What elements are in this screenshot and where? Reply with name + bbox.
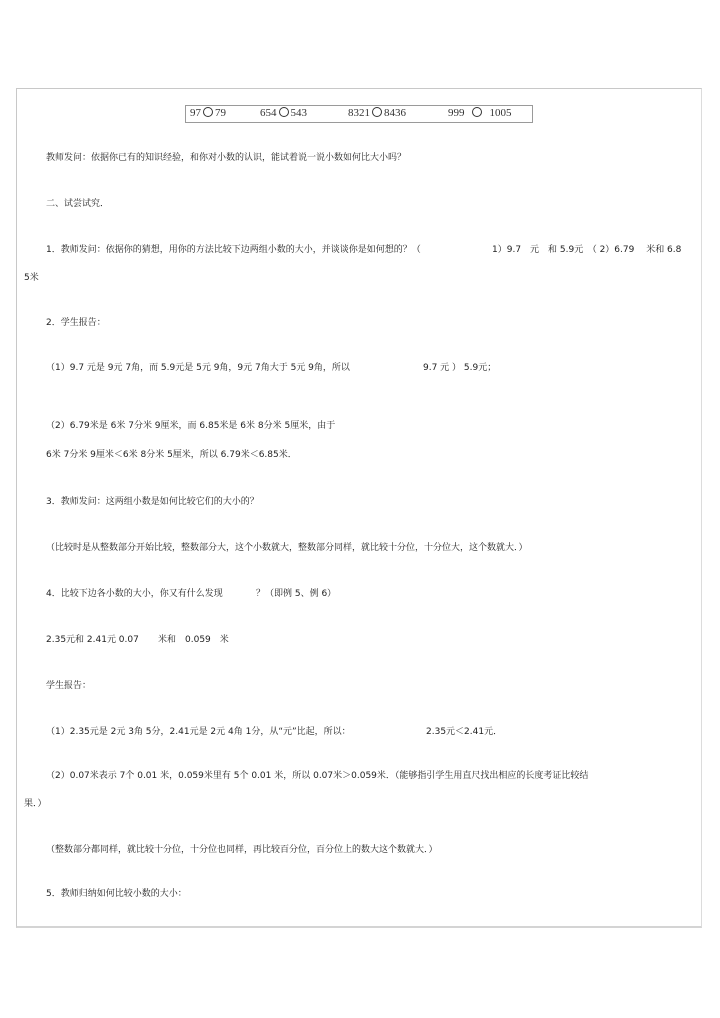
comparison-circle-icon	[279, 107, 289, 117]
comparison-circle-icon	[372, 107, 382, 117]
report-4-2-text: （2）0.07米表示 7个 0.01 米，0.059米里有 5个 0.01 米，所以 0.07米＞0.059米．（能够指引学生用直尺找出相应的长度考证比较结	[46, 771, 589, 781]
report-2-conclusion: 6米 7分米 9厘米＜6米 8分米 5厘米，所以 6.79米＜6.85米．	[46, 450, 297, 460]
item-4-question: 4．比较下边各小数的大小，你又有什么发现	[46, 589, 223, 599]
number: 999	[448, 107, 465, 119]
report-1-text: （1）9.7 元是 9元 7角，而 5.9元是 5元 9角，9元 7角大于 5元 9角，所以	[46, 363, 350, 373]
report-4-2-continuation: 果．）	[24, 799, 47, 809]
number-comparison-box	[185, 105, 533, 123]
number: 8321	[348, 107, 370, 119]
page-frame	[16, 88, 702, 928]
comparison-circle-icon	[203, 107, 213, 117]
item-1-continuation: 5米	[24, 273, 39, 283]
number: 8436	[384, 107, 406, 119]
comparison-pair-2	[260, 107, 307, 119]
item-2-heading: 2．学生报告：	[46, 318, 106, 328]
report-1-conclusion: 9.7 元 ） 5.9元；	[423, 363, 497, 373]
number: 79	[215, 107, 226, 119]
item-1-text: 1．教师发问：依据你的猜想，用你的方法比较下边两组小数的大小，并谈谈你是如何想的？（	[46, 245, 421, 255]
item-4-example-money: 2.35元和 2.41元 0.07	[46, 635, 139, 645]
comparison-pair-3	[348, 107, 406, 119]
section-heading-2: 二、试尝试究．	[46, 199, 110, 209]
comparison-circle-icon	[472, 107, 482, 117]
comparison-pair-4	[448, 107, 512, 119]
item-4-example-length: 米和 0.059 米	[158, 635, 229, 645]
comparison-pair-1	[190, 107, 226, 119]
item-4-reference: ？（即例 5、例 6）	[256, 589, 337, 599]
number: 97	[190, 107, 201, 119]
student-report-heading: 学生报告：	[46, 681, 92, 691]
item-1-options: 1）9.7 元 和 5.9元 （ 2）6.79 米和 6.8	[492, 245, 682, 255]
item-3-question: 3．教师发问：这两组小数是如何比较它们的大小的？	[46, 497, 259, 507]
item-3-answer: （比较时是从整数部分开始比较，整数部分大，这个小数就大，整数部分同样，就比较十分位，十分位大，这个数就大．）	[46, 543, 528, 553]
number: 543	[290, 107, 307, 119]
teacher-question-1: 教师发问：依据你已有的知识经验，和你对小数的认识，能试着说一说小数如何比大小吗？	[46, 153, 407, 163]
report-4-note: （整数部分都同样，就比较十分位，十分位也同样，再比较百分位，百分位上的数大这个数就大．）	[46, 845, 438, 855]
report-4-1-text: （1）2.35元是 2元 3角 5分，2.41元是 2元 4角 1分，从“元”比起，所以：	[46, 727, 351, 737]
number: 654	[260, 107, 277, 119]
number: 1005	[489, 107, 512, 119]
report-4-1-conclusion: 2.35元＜2.41元．	[426, 727, 503, 737]
report-2-text: （2）6.79米是 6米 7分米 9厘米，而 6.85米是 6米 8分米 5厘米，由于	[46, 421, 336, 431]
item-5-heading: 5．教师归纳如何比较小数的大小：	[46, 889, 187, 899]
